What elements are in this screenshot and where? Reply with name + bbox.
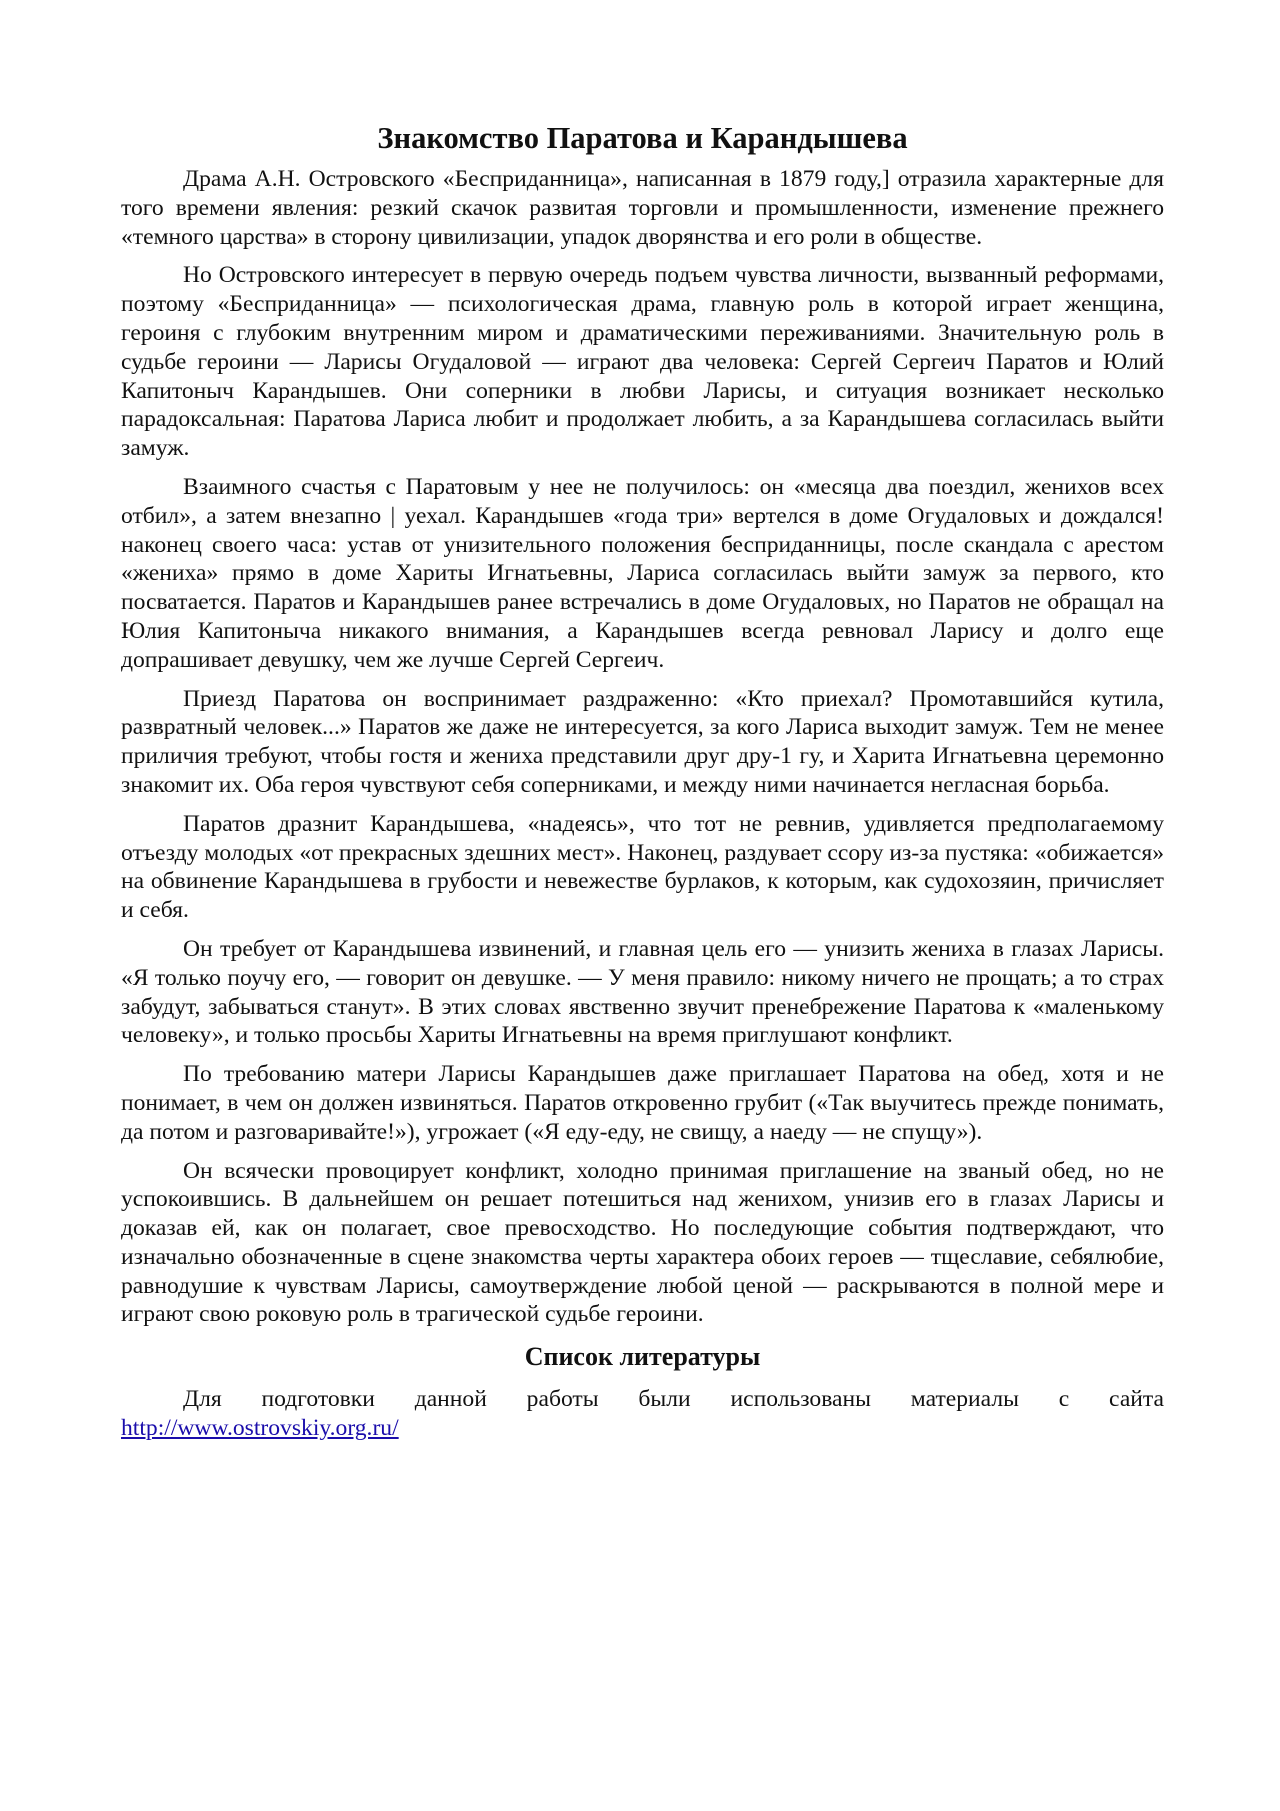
paragraph-7: По требованию матери Ларисы Карандышев даже приглашает Паратова на обед, хотя и не понимает, в чем он должен извиняться. Паратов откровенно грубит («Так выучитесь прежде понимать, да потом и разговаривайте!»), угрожает («Я еду-еду, не свищу, а наеду — не спущу»). <box>121 1061 1164 1145</box>
references-text: Для подготовки данной работы были использованы материалы с сайта <box>183 1386 1164 1413</box>
paragraph-6: Он требует от Карандышева извинений, и главная цель его — унизить жениха в глазах Ларисы. «Я только поучу его, — говорит он девушке. — У меня правило: никому ничего не прощать; а то страх забудут, забываться станут». В этих словах явственно звучит пренебрежение Паратова к «маленькому человеку», и только просьбы Хариты Игнатьевны на время приглушают конфликт. <box>121 935 1164 1049</box>
references-heading: Список литературы <box>524 1342 761 1372</box>
paragraph-2: Но Островского интересует в первую очередь подъем чувства личности, вызванный реформами, поэтому «Бесприданница» — психологическая драма, главную роль в которой играет женщина, героиня с глубоким внутренним миром и драматическими переживаниями. Значительную роль в судьбе героини — Ларисы Огудаловой — играют два человека: Сергей Сергеич Паратов и Юлий Капитоныч Карандышев. Они соперники в любви Ларисы, и ситуация возникает несколько парадоксальная: Паратова Лариса любит и продолжает любить, а за Карандышева согласилась выйти замуж. <box>121 262 1164 462</box>
paragraph-5: Паратов дразнит Карандышева, «надеясь», что тот не ревнив, удивляется предполагаемому отъезду молодых «от прекрасных здешних мест». Наконец, раздувает ссору из-за пустяка: «обижается» на обвинение Карандышева в грубости и невежестве бурлаков, к которым, как судохозяин, причисляет и себя. <box>121 810 1164 924</box>
paragraph-4: Приезд Паратова он воспринимает раздраженно: «Кто приехал? Промотавшийся кутила, развратный человек...» Паратов же даже не интересуется, за кого Лариса выходит замуж. Тем не менее приличия требуют, чтобы гостя и жениха представили друг дру-1 гу, и Харита Игнатьевна церемонно знакомит их. Оба героя чувствуют себя соперниками, и между ними начинается негласная борьба. <box>121 685 1164 798</box>
document-title: Знакомство Паратова и Карандышева <box>377 121 908 155</box>
references-paragraph <box>121 1385 1164 1443</box>
paragraph-3: Взаимного счастья с Паратовым у нее не получилось: он «месяца два поездил, женихов всех отбил», а затем внезапно | уехал. Карандышев «года три» вертелся в доме Огудаловых и дождался! наконец своего часа: устав от унизительного положения бесприданницы, после скандала с арестом «жениха» прямо в доме Хариты Игнатьевны, Лариса согласилась выйти замуж за первого, кто посватается. Паратов и Карандышев ранее встречались в доме Огудаловых, но Паратов не обращал на Юлия Капитоныча никакого внимания, а Карандышев всегда ревновал Ларису и долго еще допрашивает девушку, чем же лучше Сергей Сергеич. <box>121 473 1164 673</box>
paragraph-8: Он всячески провоцирует конфликт, холодно принимая приглашение на званый обед, но не успокоившись. В дальнейшем он решает потешиться над женихом, унизив его в глазах Ларисы и доказав ей, как он полагает, свое превосходство. Но последующие события подтверждают, что изначально обозначенные в сцене знакомства черты характера обоих героев — тщеславие, себялюбие, равнодушие к чувствам Ларисы, самоутверждение любой ценой — раскрываются в полной мере и играют свою роковую роль в трагической судьбе героини. <box>121 1157 1164 1328</box>
source-link[interactable]: http://www.ostrovskiy.org.ru/ <box>121 1415 399 1442</box>
paragraph-1: Драма А.Н. Островского «Бесприданница», написанная в 1879 году,] отразила характерные для того времени явления: резкий скачок развитая торговли и промышленности, изменение прежнего «темного царства» в сторону цивилизации, упадок дворянства и его роли в обществе. <box>121 166 1164 250</box>
document-page <box>121 118 1164 1453</box>
